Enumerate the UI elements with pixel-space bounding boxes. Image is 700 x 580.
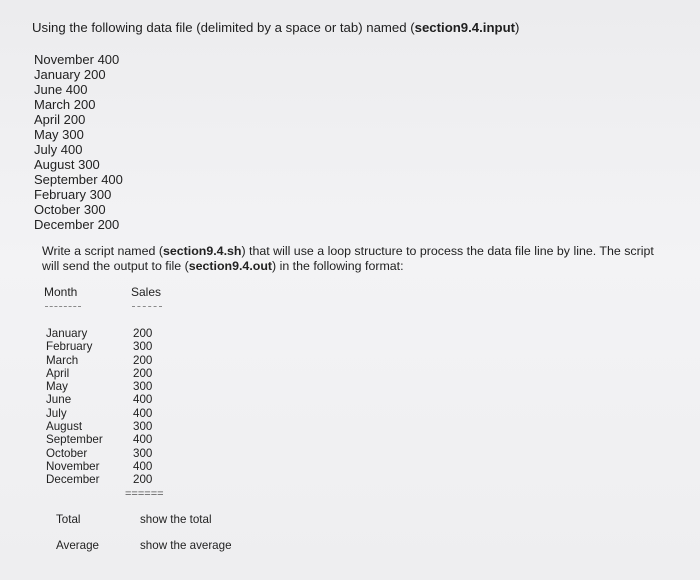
input-line: August 300 xyxy=(34,157,100,172)
output-month: February xyxy=(46,340,93,354)
output-month: April xyxy=(46,366,70,380)
task-text-1: Write a script named ( xyxy=(42,244,163,258)
output-sales-column xyxy=(133,327,152,487)
output-month: September xyxy=(46,433,103,447)
output-month: July xyxy=(46,406,67,420)
input-line: July 400 xyxy=(34,142,83,157)
output-sale: 400 xyxy=(133,406,153,420)
input-line: January 200 xyxy=(34,67,106,82)
sales-separator-line: ====== xyxy=(125,488,164,500)
output-month: June xyxy=(46,393,72,407)
input-data-list xyxy=(34,52,123,232)
input-line: June 400 xyxy=(34,82,88,97)
output-sale: 400 xyxy=(133,393,153,407)
total-label: Total xyxy=(56,513,81,526)
output-month: October xyxy=(46,446,88,460)
intro-prefix: Using the following data file (delimited by a space or tab) named ( xyxy=(32,20,415,35)
input-line: April 200 xyxy=(34,112,86,127)
output-month: November xyxy=(46,459,100,473)
output-sale: 300 xyxy=(133,340,153,354)
intro-suffix: ) xyxy=(515,20,520,35)
input-filename: section9.4.input xyxy=(414,20,516,35)
output-month: August xyxy=(46,420,83,434)
output-sale: 200 xyxy=(133,327,153,340)
input-line: November 400 xyxy=(34,52,120,67)
output-month-column xyxy=(46,327,103,487)
script-name: section9.4.sh xyxy=(162,244,242,258)
output-month: March xyxy=(46,353,79,367)
output-sale: 200 xyxy=(133,473,153,487)
intro-text xyxy=(32,20,519,35)
column-header-sales: Sales xyxy=(131,285,162,299)
header-underline-sales xyxy=(132,306,162,307)
output-sale: 300 xyxy=(133,420,153,434)
output-sale: 200 xyxy=(133,366,153,380)
input-line: October 300 xyxy=(34,202,106,217)
input-line: May 300 xyxy=(34,127,84,142)
input-line: December 200 xyxy=(34,217,120,232)
average-description: show the average xyxy=(140,539,232,552)
output-month: December xyxy=(46,473,100,487)
column-header-month: Month xyxy=(44,285,78,299)
output-sale: 400 xyxy=(133,433,153,447)
total-description: show the total xyxy=(140,513,212,526)
header-underline-month xyxy=(45,306,81,307)
output-sale: 300 xyxy=(133,446,153,460)
output-sale: 300 xyxy=(133,380,153,394)
output-name: section9.4.out xyxy=(188,259,273,273)
output-month: January xyxy=(46,327,88,340)
output-sale: 400 xyxy=(133,459,153,473)
task-text-2: ) that will use a loop structure to process the data file line by line. The script will send the output to file ( xyxy=(42,244,654,273)
input-line: March 200 xyxy=(34,97,96,112)
input-line: September 400 xyxy=(34,172,123,187)
input-line: February 300 xyxy=(34,187,112,202)
task-description xyxy=(42,244,662,274)
task-text-3: ) in the following format: xyxy=(272,259,404,273)
output-month: May xyxy=(46,380,68,394)
average-label: Average xyxy=(56,539,99,552)
output-sale: 200 xyxy=(133,353,153,367)
